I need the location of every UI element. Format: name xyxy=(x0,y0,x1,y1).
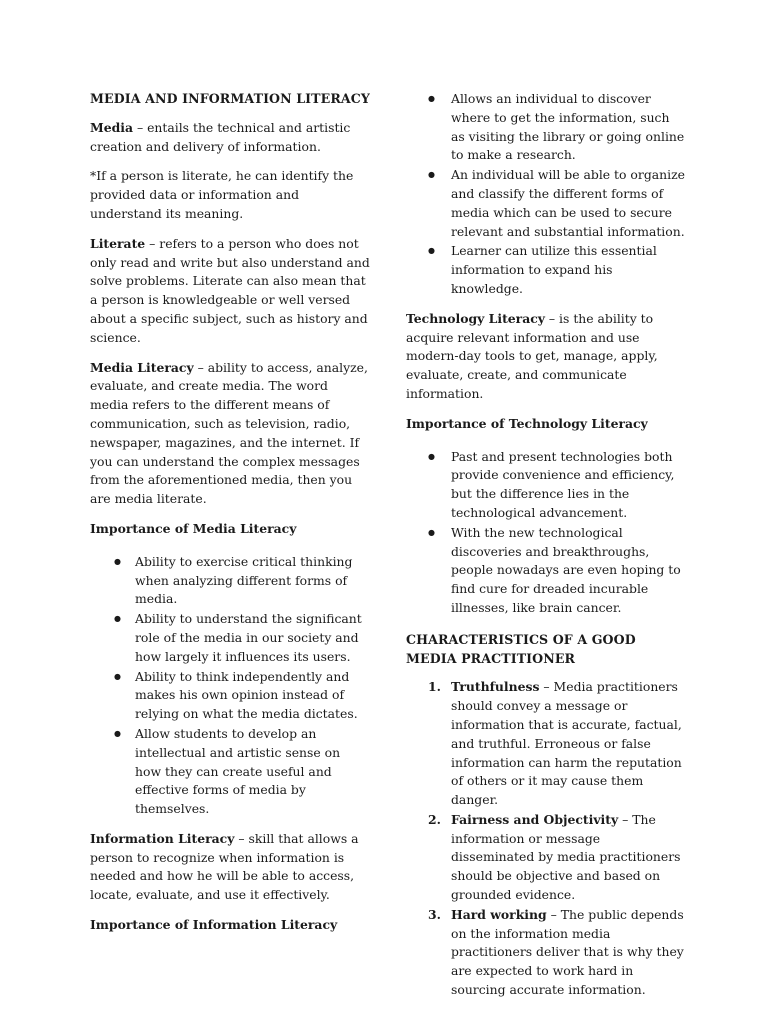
info-literacy-term: Information Literacy xyxy=(90,830,235,846)
list-item: ● With the new technological discoveries and breakthroughs, people nowadays are even hoping to find cure for dreaded incurable illnesses, like brain cancer. xyxy=(406,524,686,618)
list-item: ● Ability to think independently and makes his own opinion instead of relying on what the media dictates. xyxy=(90,668,370,724)
list-item xyxy=(406,906,686,1000)
importance-media-list xyxy=(90,553,370,819)
importance-media-heading: Importance of Media Literacy xyxy=(90,520,297,536)
list-item xyxy=(406,678,686,810)
info-literacy-def-text: – skill that allows a person to recognize when information is needed and how he will be able to access, locate, evaluate, and use it effectively. xyxy=(90,830,359,903)
left-column xyxy=(90,90,370,949)
media-literacy-definition xyxy=(90,359,370,509)
media-definition xyxy=(90,119,370,157)
importance-tech-list xyxy=(406,448,686,618)
item-term: Truthfulness xyxy=(451,679,540,695)
tech-literacy-def-text: – is the ability to acquire relevant information and use modern-day tools to get, manage, apply, evaluate, create, and communicate information. xyxy=(406,310,658,401)
list-item: ● Learner can utilize this essential information to expand his knowledge. xyxy=(406,242,686,298)
list-item: ● Ability to exercise critical thinking when analyzing different forms of media. xyxy=(90,553,370,609)
list-item xyxy=(406,811,686,905)
characteristics-heading: CHARACTERISTICS OF A GOOD MEDIA PRACTITIONER xyxy=(406,631,636,666)
info-literacy-definition xyxy=(90,830,370,905)
list-item: ● An individual will be able to organize and classify the different forms of media which can be used to secure relevant and substantial information. xyxy=(406,166,686,241)
item-term: Hard working xyxy=(451,906,547,922)
list-item: ● Allows an individual to discover where to get the information, such as visiting the library or going online to make a research. xyxy=(406,90,686,165)
list-item: ● Allow students to develop an intellectual and artistic sense on how they can create useful and effective forms of media by themselves. xyxy=(90,725,370,819)
literate-term: Literate xyxy=(90,235,146,251)
literate-definition xyxy=(90,235,370,348)
media-term: Media xyxy=(90,119,133,135)
importance-tech-heading: Importance of Technology Literacy xyxy=(406,415,648,431)
media-def-text: – entails the technical and artistic creation and delivery of information. xyxy=(90,119,351,154)
literate-def-text: – refers to a person who does not only read and write but also understand and solve problems. Literate can also mean that a person is knowledgeable or well versed about a specific subject, such as history and science. xyxy=(90,235,370,345)
item-def: – Media practitioners should convey a message or information that is accurate, factual, and truthful. Erroneous or false information can harm the reputation of others or it may cause them danger. xyxy=(451,679,682,808)
list-item: ● Past and present technologies both provide convenience and efficiency, but the difference lies in the technological advancement. xyxy=(406,448,686,523)
item-def: – The information or message disseminated by media practitioners should be objective and based on grounded evidence. xyxy=(451,811,681,903)
characteristics-list xyxy=(406,678,686,1000)
document-title: MEDIA AND INFORMATION LITERACY xyxy=(90,91,370,106)
tech-literacy-definition xyxy=(406,310,686,404)
importance-info-list xyxy=(406,90,686,299)
literate-note: *If a person is literate, he can identify the provided data or information and understand its meaning. xyxy=(90,168,354,221)
list-item: ● Ability to understand the significant role of the media in our society and how largely it influences its users. xyxy=(90,610,370,666)
item-def: – The public depends on the information media practitioners deliver that is why they are expected to work hard in sourcing accurate information. xyxy=(451,906,684,998)
item-number: 3. xyxy=(428,906,441,922)
item-number: 2. xyxy=(428,811,441,827)
media-literacy-def-text: – ability to access, analyze, evaluate, and create media. The word media refers to the different means of communication, such as television, radio, newspaper, magazines, and the internet. If you can understand the complex messages from the aforementioned media, then you are media literate. xyxy=(90,359,368,507)
right-column xyxy=(406,90,686,1001)
media-literacy-term: Media Literacy xyxy=(90,359,194,375)
tech-literacy-term: Technology Literacy xyxy=(406,310,545,326)
importance-info-heading: Importance of Information Literacy xyxy=(90,917,338,933)
item-term: Fairness and Objectivity xyxy=(451,811,619,827)
item-number: 1. xyxy=(428,679,441,695)
